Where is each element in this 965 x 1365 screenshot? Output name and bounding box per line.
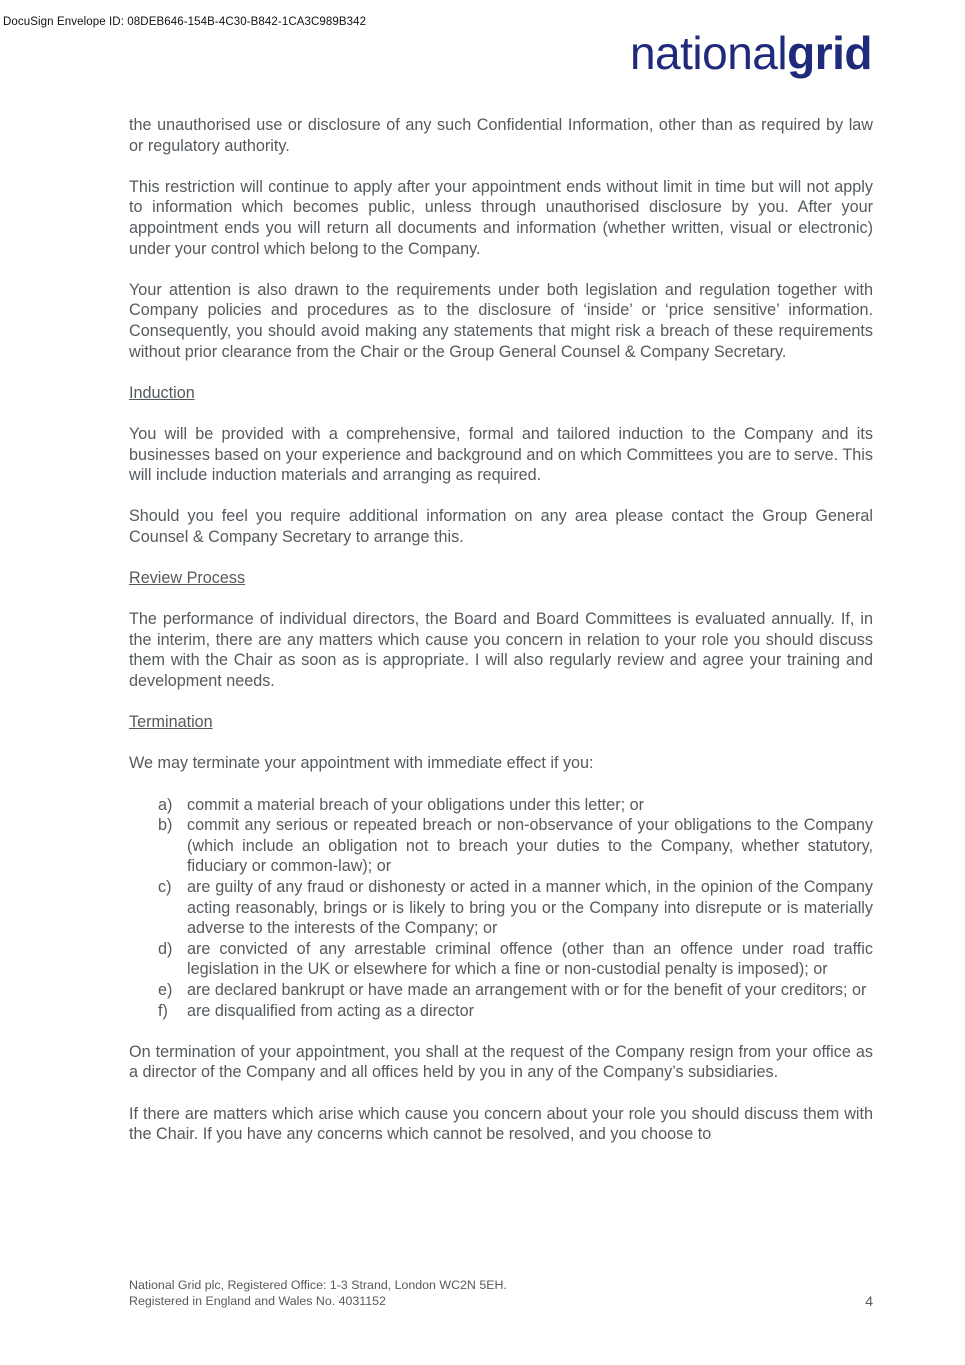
heading-induction: Induction: [129, 383, 195, 402]
list-item-text: commit a material breach of your obligations under this letter; or: [187, 795, 645, 814]
page-number: 4: [865, 1292, 873, 1309]
list-marker: e): [158, 980, 173, 999]
paragraph-termination-intro: We may terminate your appointment with immediate effect if you:: [129, 754, 594, 773]
page-footer: [129, 1278, 873, 1309]
paragraph-induction: You will be provided with a comprehensive, formal and tailored induction to the Company and its businesses based on your experience and background and on which Committees you are to serve. This will include induction materials and arranging as required.: [129, 424, 873, 485]
heading-review-process: Review Process: [129, 569, 246, 588]
national-grid-logo: [629, 27, 872, 79]
letter-body: [129, 115, 873, 1165]
list-item: [129, 795, 873, 816]
list-item-text: are convicted of any arrestable criminal offence (other than an offence under road traffic legislation in the UK or elsewhere for which a fine or non-custodial penalty is imposed); or: [187, 939, 873, 979]
paragraph-inside-information: Your attention is also drawn to the requirements under both legislation and regulation together with Company policies and procedures as to the disclosure of ‘inside’ or ‘price sensitive’ information. Consequently, you should avoid making any statements that might risk a breach of these requirements without prior clearance from the Chair or the Group General Counsel & Company Secretary.: [129, 280, 873, 361]
list-marker: b): [158, 816, 173, 835]
list-item-text: commit any serious or repeated breach or non-observance of your obligations to the Company (which include an obligation not to breach your duties to the Company, whether statutory, fiduciary or common-law); or: [187, 816, 873, 876]
logo-text-grid: grid: [787, 27, 872, 79]
paragraph-concerns: If there are matters which arise which cause you concern about your role you should discuss them with the Chair. If you have any concerns which cannot be resolved, and you choose to: [129, 1104, 873, 1144]
list-marker: f): [158, 1001, 168, 1020]
paragraph-restriction: This restriction will continue to apply after your appointment ends without limit in time but will not apply to information which becomes public, unless through unauthorised disclosure by you. After your appointment ends you will return all documents and information (whether written, visual or electronic) under your control which belong to the Company.: [129, 177, 873, 258]
list-item: [129, 939, 873, 980]
list-item: [129, 877, 873, 939]
list-item-text: are guilty of any fraud or dishonesty or acted in a manner which, in the opinion of the Company acting reasonably, brings or is likely to bring you or the Company into disrepute or is materially adverse to the interests of the Company; or: [187, 877, 873, 938]
list-item: [129, 980, 873, 1001]
list-item: [129, 1001, 873, 1022]
logo-text-national: national: [629, 27, 788, 79]
docusign-envelope-id: DocuSign Envelope ID: 08DEB646-154B-4C30-B842-1CA3C989B342: [3, 16, 367, 28]
footer-registered-office: National Grid plc, Registered Office: 1-3 Strand, London WC2N 5EH.: [129, 1278, 507, 1292]
paragraph-review: The performance of individual directors, the Board and Board Committees is evaluated annually. If, in the interim, there are any matters which cause you concern in relation to your role you should discuss them with the Chair as soon as is appropriate. I will also regularly review and agree your training and development needs.: [129, 610, 873, 691]
paragraph-termination-resign: On termination of your appointment, you shall at the request of the Company resign from your office as a director of the Company and all offices held by you in any of the Company’s subsidiaries.: [129, 1042, 873, 1082]
list-marker: a): [158, 795, 173, 814]
paragraph-additional-info: Should you feel you require additional information on any area please contact the Group General Counsel & Company Secretary to arrange this.: [129, 507, 873, 546]
termination-conditions-list: [129, 795, 873, 1022]
list-item-text: are declared bankrupt or have made an arrangement with or for the benefit of your creditors; or: [187, 980, 867, 999]
list-item: [129, 815, 873, 877]
list-marker: c): [158, 877, 172, 896]
list-marker: d): [158, 939, 173, 958]
footer-registration-number: Registered in England and Wales No. 4031152: [129, 1293, 386, 1308]
heading-termination: Termination: [129, 713, 213, 732]
paragraph-confidential-info: the unauthorised use or disclosure of any such Confidential Information, other than as required by law or regulatory authority.: [129, 116, 873, 155]
list-item-text: are disqualified from acting as a director: [187, 1001, 475, 1020]
